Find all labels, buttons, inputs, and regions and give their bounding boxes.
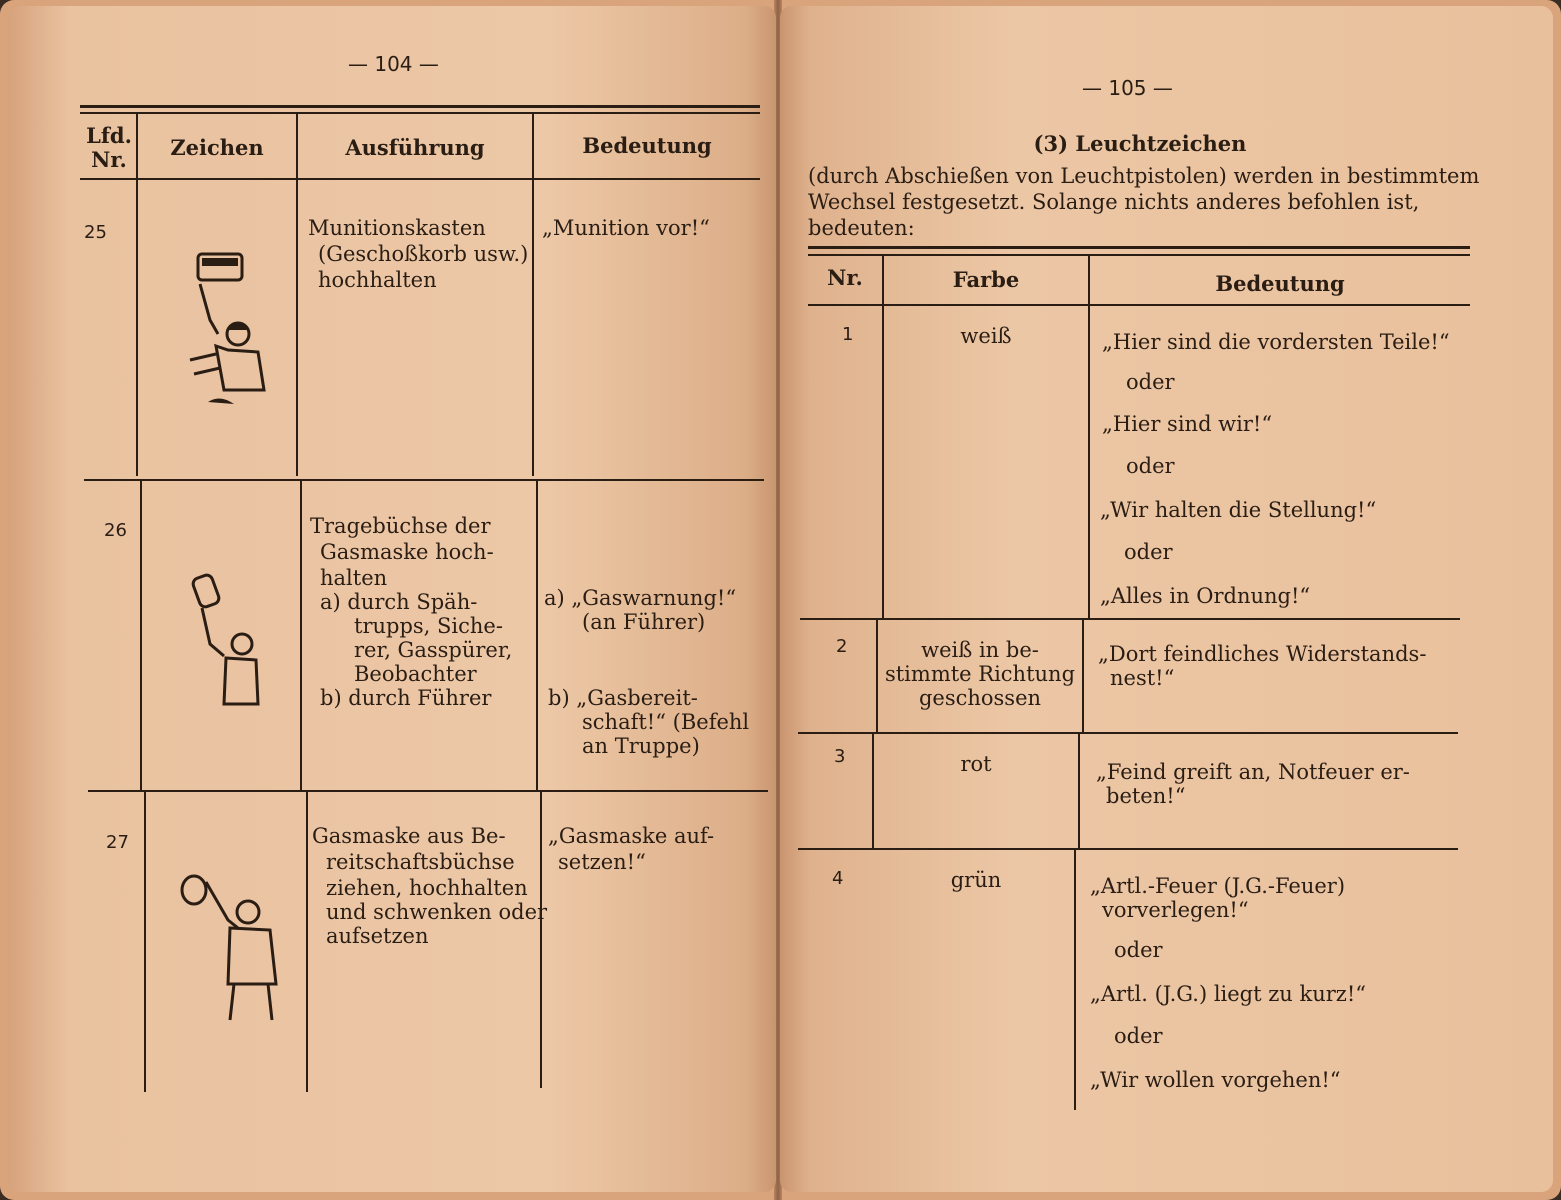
col-rule-right-2b [1082,620,1084,732]
col-rule-2b [300,480,302,790]
col-rule-1a [136,114,138,476]
row-rule-25 [84,479,764,481]
signal-row-2-farbe-3: geschossen [918,686,1042,710]
signal-row-2-nr: 2 [836,636,848,657]
row-26-nr: 26 [104,520,127,541]
row-25-bedeutung: „Munition vor!“ [542,216,710,240]
row-rule-right-3 [798,848,1458,850]
signal-row-1-bedeutung-2: oder [1126,370,1175,394]
signal-row-1-bedeutung-7: „Alles in Ordnung!“ [1100,584,1311,608]
row-26-sub-a-1: a) durch Späh- [320,590,478,614]
row-25-ausfuehrung-1: Munitionskasten [308,216,486,240]
col-rule-right-2c [1078,734,1080,848]
intro-line-1: (durch Abschießen von Leuchtpistolen) werden in bestimmtem [808,164,1480,188]
signal-row-3-nr: 3 [834,746,846,767]
row-27-ausfuehrung-2: reitschaftsbüchse [326,850,515,874]
row-26-ausfuehrung-2: Gasmaske hoch- [320,540,494,564]
soldier-waving-gas-mask-icon [176,868,288,1024]
signal-row-1-bedeutung-4: oder [1126,454,1175,478]
col-rule-3c [540,792,542,1088]
soldier-holding-gas-mask-canister-icon [184,568,264,708]
intro-line-2: Wechsel festgesetzt. Solange nichts anderes befohlen ist, [808,190,1420,214]
row-26-bedeutung-b-3: an Truppe) [582,734,700,758]
signal-row-4-nr: 4 [832,868,844,889]
left-page [8,6,776,1192]
signal-row-1-bedeutung-5: „Wir halten die Stellung!“ [1100,498,1377,522]
col-rule-3a [532,114,534,476]
signal-row-1-bedeutung-1: „Hier sind die vordersten Teile!“ [1102,330,1450,354]
header-rule [80,178,760,180]
row-27-ausfuehrung-3: ziehen, hochhalten [326,876,528,900]
row-26-sub-b-1: b) durch Führer [320,686,492,710]
soldier-holding-ammo-box-icon [180,250,272,410]
signal-row-1-bedeutung-6: oder [1124,540,1173,564]
row-27-ausfuehrung-1: Gasmaske aus Be- [312,824,506,848]
intro-line-3: bedeuten: [808,216,915,240]
right-page [780,6,1553,1192]
header-right-bedeutung: Bedeutung [1215,271,1345,296]
col-rule-2c [306,792,308,1092]
col-rule-1b [140,480,142,790]
signal-row-2-farbe-1: weiß in be- [921,638,1039,662]
row-27-ausfuehrung-5: aufsetzen [326,924,429,948]
row-26-sub-a-2: trupps, Siche- [354,614,503,638]
header-bedeutung: Bedeutung [582,133,712,158]
header-zeichen: Zeichen [170,135,264,160]
header-right-nr: Nr. [827,265,863,290]
row-27-bedeutung-1: „Gasmaske auf- [548,824,715,848]
col-rule-3b [536,480,538,790]
signal-row-3-farbe: rot [960,752,992,776]
row-26-sub-a-4: Beobachter [354,662,477,686]
row-26-sub-a-3: rer, Gasspürer, [354,638,513,662]
col-rule-2a [296,114,298,476]
top-rule [80,105,760,108]
row-rule-right-1 [800,618,1460,620]
row-25-ausfuehrung-2: (Geschoßkorb usw.) [318,242,529,266]
top-rule-right [808,246,1470,249]
signal-row-2-bedeutung-1: „Dort feindliches Widerstands- [1098,642,1427,666]
row-26-bedeutung-b-2: schaft!“ (Befehl [582,710,750,734]
signal-row-3-bedeutung-2: beten!“ [1106,784,1186,808]
section-title: (3) Leuchtzeichen [1033,131,1247,156]
page-number-left: — 104 — [348,52,439,76]
col-rule-1c [144,792,146,1092]
row-26-ausfuehrung-3: halten [320,566,388,590]
header-ausfuehrung: Ausführung [345,135,485,160]
signal-row-3-bedeutung-1: „Feind greift an, Notfeuer er- [1096,760,1410,784]
header-nr-line2: Nr. [91,147,127,172]
page-number-right: — 105 — [1082,76,1173,100]
row-rule-right-2 [798,732,1458,734]
col-rule-right-1a [882,256,884,618]
row-26-ausfuehrung-1: Tragebüchse der [310,514,491,538]
signal-row-4-bedeutung-2: vorverlegen!“ [1102,898,1249,922]
top-rule-thin [80,112,760,114]
signal-row-4-bedeutung-6: „Wir wollen vorgehen!“ [1090,1068,1341,1092]
signal-row-1-nr: 1 [842,324,854,345]
row-27-ausfuehrung-4: und schwenken oder [326,900,548,924]
col-rule-right-2a [1088,256,1090,618]
signal-row-4-bedeutung-5: oder [1114,1024,1163,1048]
signal-row-4-bedeutung-3: oder [1114,938,1163,962]
signal-row-1-bedeutung-3: „Hier sind wir!“ [1102,412,1273,436]
row-27-bedeutung-2: setzen!“ [558,850,646,874]
top-rule-right-thin [808,254,1470,256]
signal-row-1-farbe: weiß [960,324,1012,348]
signal-row-2-bedeutung-2: nest!“ [1110,666,1175,690]
row-26-bedeutung-a-2: (an Führer) [582,610,706,634]
row-25-nr: 25 [84,222,107,243]
header-right-farbe: Farbe [952,267,1020,292]
signal-row-4-bedeutung-1: „Artl.-Feuer (J.G.-Feuer) [1090,874,1346,898]
row-rule-26 [88,790,768,792]
signal-row-4-farbe: grün [950,868,1002,892]
row-26-bedeutung-b-1: b) „Gasbereit- [548,686,698,710]
row-25-ausfuehrung-3: hochhalten [318,268,437,292]
signal-row-4-bedeutung-4: „Artl. (J.G.) liegt zu kurz!“ [1090,982,1367,1006]
signal-row-2-farbe-2: stimmte Richtung [884,662,1076,686]
row-27-nr: 27 [106,832,129,853]
row-26-bedeutung-a-1: a) „Gaswarnung!“ [544,586,737,610]
header-rule-right [808,304,1470,306]
header-nr-line1: Lfd. [86,123,132,148]
